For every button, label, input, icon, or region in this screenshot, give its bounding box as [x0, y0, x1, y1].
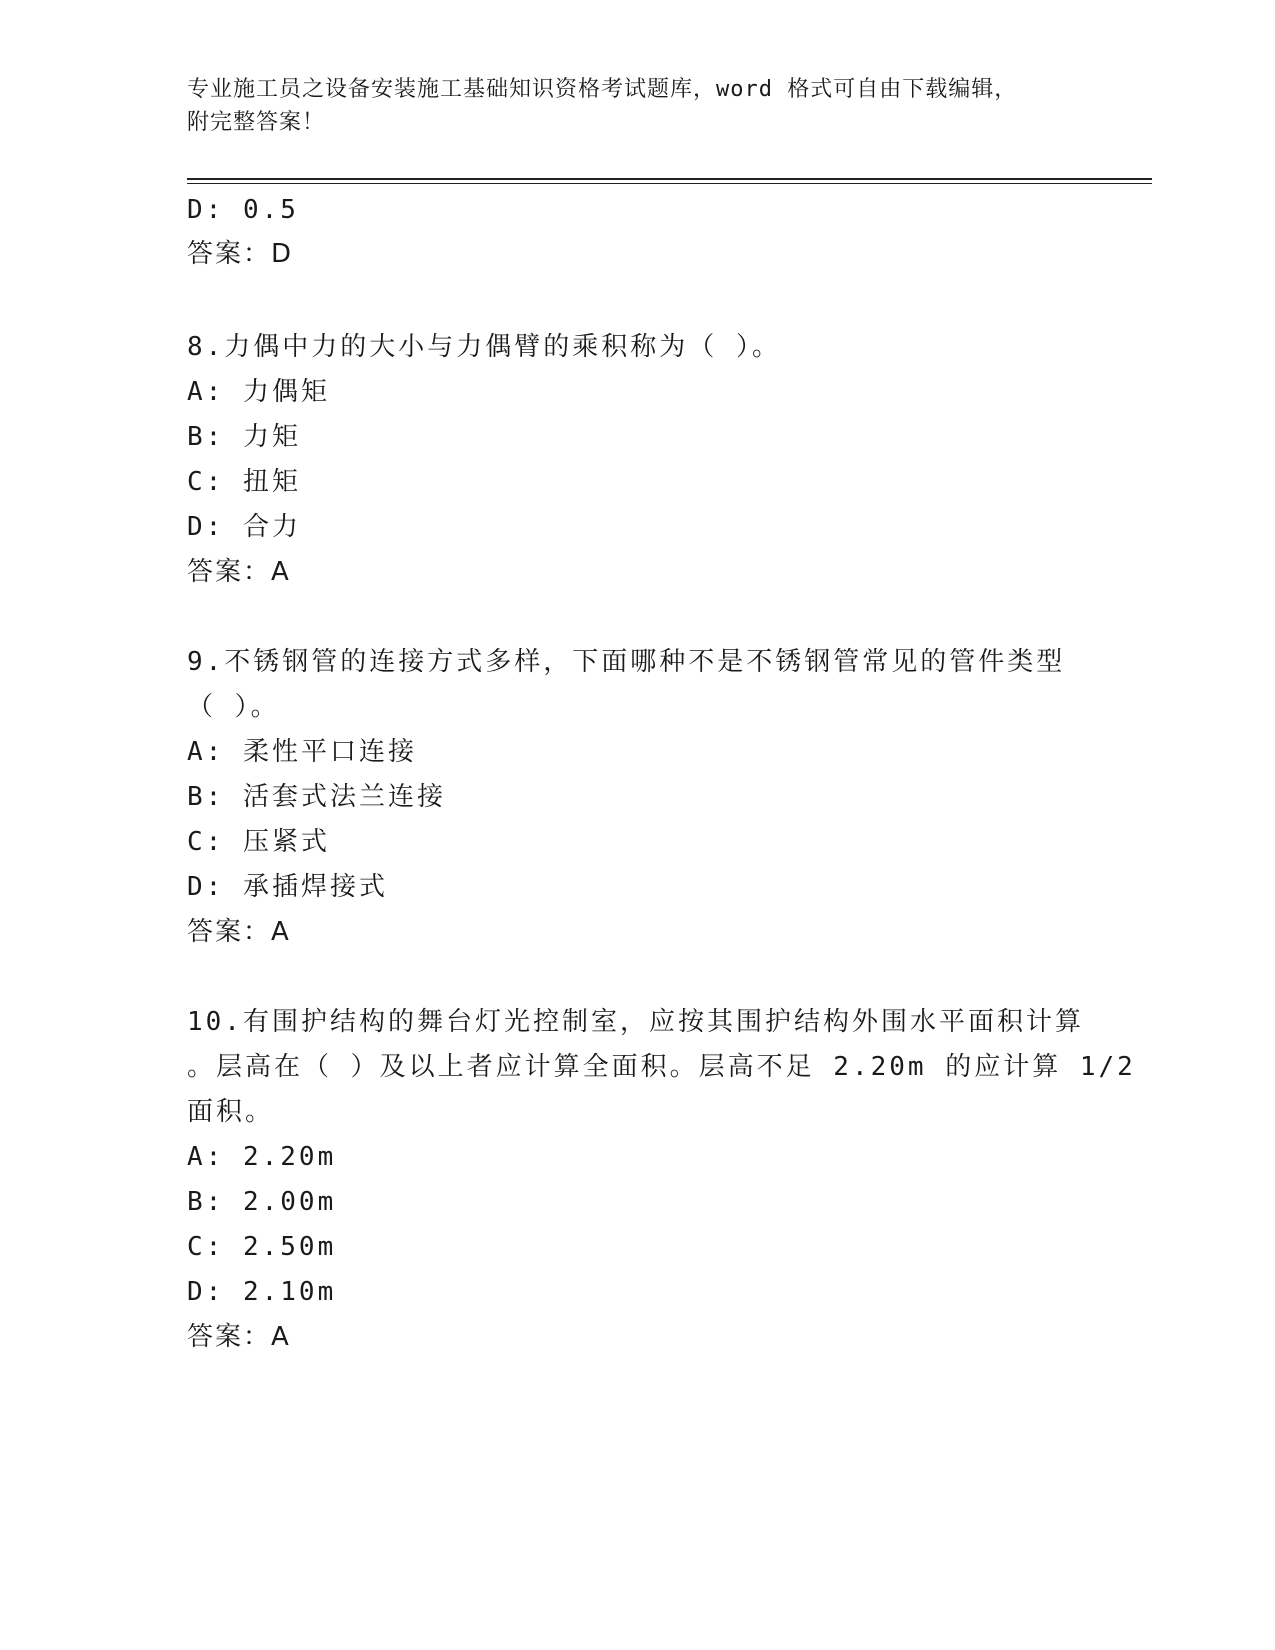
prev-answer: 答案：D — [187, 239, 294, 269]
q10-stem-line-3: 面积。 — [187, 1097, 275, 1127]
q9-option-b: B: 活套式法兰连接 — [187, 782, 446, 812]
q8-option-a: A: 力偶矩 — [187, 377, 330, 407]
q10-answer: 答案：A — [187, 1322, 291, 1352]
header-line-2: 附完整答案！ — [187, 110, 326, 135]
q9-answer: 答案：A — [187, 917, 291, 947]
q10-stem-line-2: 。层高在（ ）及以上者应计算全面积。层高不足 2.20m 的应计算 1/2 — [187, 1052, 1136, 1082]
q9-stem-line-1: 9.不锈钢管的连接方式多样，下面哪种不是不锈钢管常见的管件类型 — [187, 647, 1066, 677]
document-page — [187, 0, 1152, 1650]
q9-option-a: A: 柔性平口连接 — [187, 737, 417, 767]
document-header — [187, 73, 1087, 139]
q10-option-d: D: 2.10m — [187, 1277, 337, 1307]
header-divider-thin — [187, 183, 1152, 184]
q8-option-b: B: 力矩 — [187, 422, 301, 452]
q9-option-c: C: 压紧式 — [187, 827, 330, 857]
q9-stem-line-2: （ ）。 — [187, 692, 280, 722]
q10-option-c: C: 2.50m — [187, 1232, 337, 1262]
q10-option-a: A: 2.20m — [187, 1142, 337, 1172]
q10-stem-line-1: 10.有围护结构的舞台灯光控制室，应按其围护结构外围水平面积计算 — [187, 1007, 1084, 1037]
prev-option-d: D: 0.5 — [187, 195, 299, 225]
header-divider — [187, 178, 1152, 180]
q10-option-b: B: 2.00m — [187, 1187, 337, 1217]
header-line-1: 专业施工员之设备安装施工基础知识资格考试题库，word 格式可自由下载编辑， — [187, 77, 1018, 102]
q8-option-d: D: 合力 — [187, 512, 301, 542]
q8-option-c: C: 扭矩 — [187, 467, 301, 497]
q8-stem: 8.力偶中力的大小与力偶臂的乘积称为（ ）。 — [187, 332, 781, 362]
q8-answer: 答案：A — [187, 557, 291, 587]
q9-option-d: D: 承插焊接式 — [187, 872, 388, 902]
